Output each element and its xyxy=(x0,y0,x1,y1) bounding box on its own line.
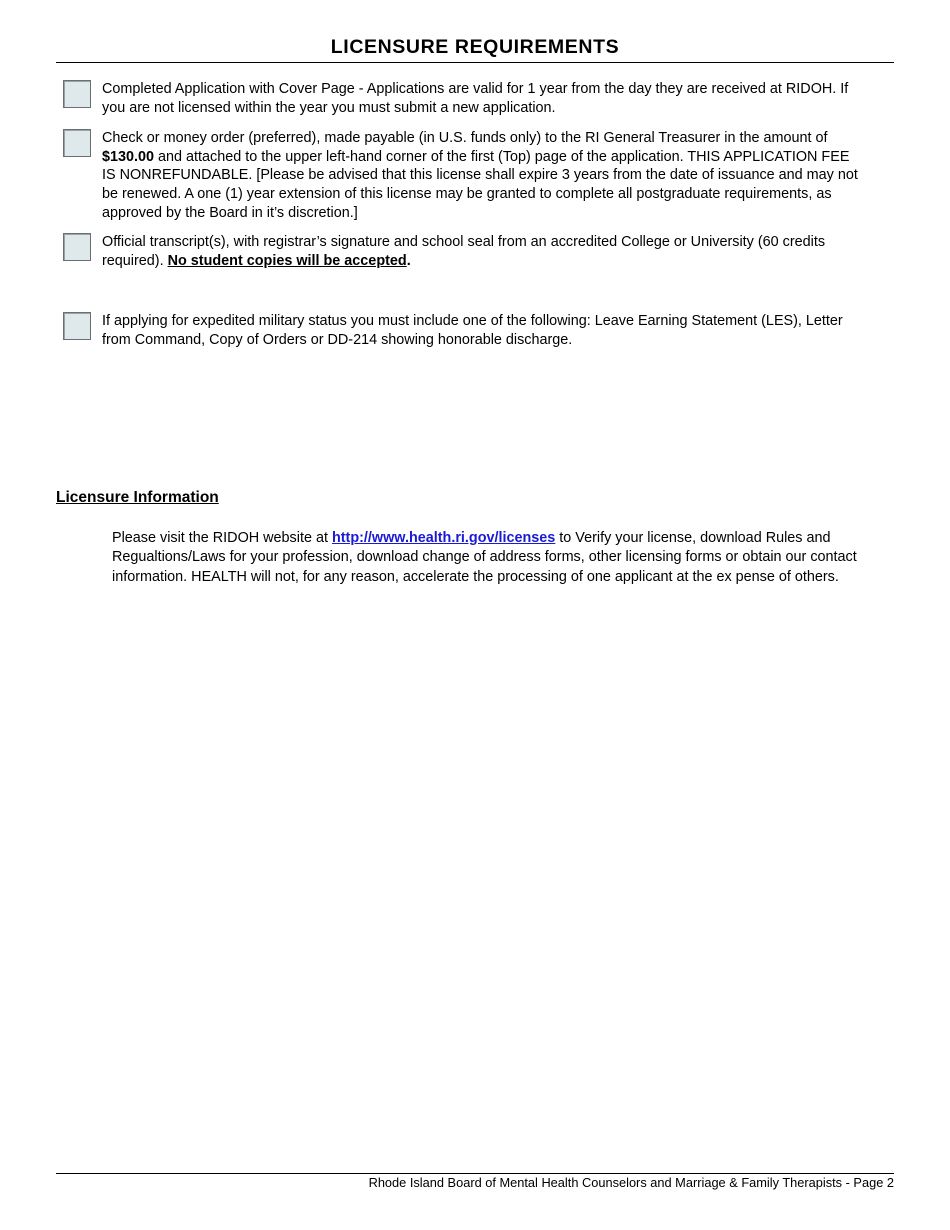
requirement-checkbox[interactable] xyxy=(63,129,91,157)
requirement-text-part: . xyxy=(406,252,411,269)
licensure-info-heading: Licensure Information xyxy=(56,489,219,506)
requirement-text-part: Check or money order (preferred), made payable (in U.S. funds only) to the RI General Treasurer in the amount of xyxy=(102,130,828,146)
requirement-text xyxy=(102,233,862,270)
requirement-text-part: and attached to the upper left-hand corner of the first (Top) page of the application. THIS APPLICATION FEE IS NONREFUNDABLE. [Please be advised that this license shall expire 3 years from the date of issuance and may not be renewed. A one (1) year extension of this license may be granted to complete all postgraduate requirements, as approved by the Board in it’s discretion.] xyxy=(102,148,858,221)
requirement-text xyxy=(102,129,862,223)
requirement-checkbox[interactable] xyxy=(63,312,91,340)
fee-amount: $130.00 xyxy=(102,148,155,165)
no-student-copies-note: No student copies will be accepted xyxy=(167,252,407,269)
requirement-text: If applying for expedited military status you must include one of the following: Leave Earning Statement (LES), Letter from Command, Copy of Orders or DD-214 showing honorable discharge. xyxy=(102,313,843,348)
title-divider xyxy=(56,62,894,63)
footer-divider xyxy=(56,1173,894,1174)
ridoh-licenses-link[interactable]: http://www.health.ri.gov/licenses xyxy=(331,530,556,546)
page-footer: Rhode Island Board of Mental Health Counselors and Marriage & Family Therapists - Page 2 xyxy=(368,1175,894,1190)
info-text-part: Please visit the RIDOH website at xyxy=(112,530,332,546)
requirement-checkbox[interactable] xyxy=(63,233,91,261)
requirement-checkbox[interactable] xyxy=(63,80,91,108)
requirement-text: Completed Application with Cover Page - Applications are valid for 1 year from the day they are received at RIDOH. If you are not licensed within the year you must submit a new application. xyxy=(102,81,849,116)
licensure-info-body xyxy=(112,529,870,587)
page-title: LICENSURE REQUIREMENTS xyxy=(330,36,620,58)
info-text-part: to Verify your license, download Rules and Regualtions/Laws for your profession, download change of address forms, other licensing forms or obtain our contact information. HEALTH will not, for any reason, accelerate the processing of one applicant at the ex pense of others. xyxy=(112,530,857,585)
requirement-text-part: Official transcript(s), with registrar’s signature and school seal from an accredited College or University (60 credits required). xyxy=(102,234,826,269)
